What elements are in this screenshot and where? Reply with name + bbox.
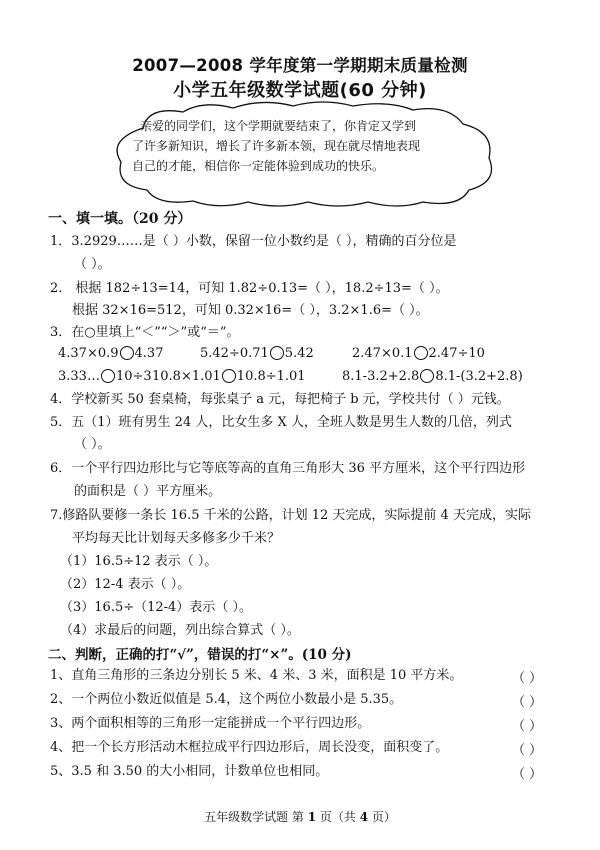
- q3-expr: 5.42÷0.71: [200, 346, 269, 361]
- q2-line-b: 根据 32×16=512，可知 0.32×16=（ ），3.2×1.6=（ ）。: [72, 303, 429, 318]
- q3-expr: 8.1-(3.2+2.8): [435, 369, 523, 384]
- q3-expr: 10.8÷1.01: [236, 369, 306, 384]
- footer-page-number: 1: [307, 810, 317, 824]
- footer-middle: 页（共: [316, 810, 360, 824]
- footer-total-pages: 4: [359, 810, 369, 824]
- judge-item-3: 3、两个面积相等的三角形一定能拼成一个平行四边形。: [50, 716, 371, 731]
- answer-paren-5[interactable]: （ ）: [512, 767, 543, 782]
- q3-expr: 10.8×1.01: [152, 369, 221, 384]
- compare-circle[interactable]: [270, 346, 284, 360]
- judge-item-1: 1、直角三角形的三条边分别长 5 米、4 米、3 米，面积是 10 平方米。: [50, 668, 463, 683]
- compare-circle[interactable]: [414, 346, 428, 360]
- q7-line-a: 7.修路队要修一条长 16.5 千米的公路，计划 12 天完成，实际提前 4 天完成，实际: [50, 508, 531, 523]
- page-footer: [0, 808, 600, 825]
- q5-line-b: （ ）。: [74, 437, 111, 452]
- q7-sub-2: （2）12-4 表示（ ）。: [60, 577, 191, 592]
- intro-line-2: 了许多新知识，增长了许多新本领，现在就尽情地表现: [132, 139, 421, 153]
- q7-sub-3: （3）16.5÷（12-4）表示（ ）。: [60, 600, 252, 615]
- intro-line-3: 自己的才能，相信你一定能体验到成功的快乐。: [132, 159, 385, 173]
- intro-line-1: 亲爱的同学们，这个学期就要结束了，你肯定又学到: [140, 119, 417, 133]
- q7-sub-4: （4）求最后的问题，列出综合算式（ ）。: [60, 623, 300, 638]
- exam-title-line2: 小学五年级数学试题(60 分钟): [173, 80, 427, 101]
- q4-line: 4．学校新买 50 套桌椅，每张桌子 a 元，每把椅子 b 元，学校共付（ ）元钱。: [50, 392, 510, 407]
- q3-compare-3: [352, 345, 485, 363]
- answer-paren-2[interactable]: （ ）: [512, 695, 543, 710]
- exam-title-line1: 2007—2008 学年度第一学期期末质量检测: [132, 56, 468, 75]
- compare-circle[interactable]: [120, 346, 134, 360]
- answer-paren-3[interactable]: （ ）: [512, 719, 543, 734]
- judge-item-5: 5、3.5 和 3.50 的大小相同，计数单位也相同。: [50, 764, 329, 779]
- q3-expr: 2.47×0.1: [352, 346, 413, 361]
- judge-item-4: 4、把一个长方形活动木框拉成平行四边形后，周长没变，面积变了。: [50, 740, 449, 755]
- q1-line-a: 1．3.2929……是（ ）小数，保留一位小数约是（ ），精确的百分位是: [50, 234, 457, 249]
- section2-title: 二、判断，正确的打“√”，错误的打“×”。(10 分): [48, 647, 352, 663]
- q3-expr: 2.47÷10: [428, 346, 485, 361]
- q3-expr: 4.37×0.9: [58, 346, 119, 361]
- footer-prefix: 五年级数学试题 第: [204, 810, 308, 824]
- q3-compare-4: [58, 368, 152, 386]
- q3-expr: 10÷3: [115, 369, 152, 384]
- q3-compare-5: [152, 368, 306, 386]
- judge-item-2: 2、一个两位小数近似值是 5.4，这个两位小数最小是 5.35。: [50, 692, 403, 707]
- q3-compare-6: [342, 368, 523, 386]
- q7-sub-1: （1）16.5÷12 表示（ ）。: [60, 554, 218, 569]
- q3-expr: 4.37: [134, 346, 164, 361]
- answer-paren-4[interactable]: （ ）: [512, 743, 543, 758]
- q5-line-a: 5．五（1）班有男生 24 人，比女生多 X 人，全班人数是男生人数的几倍，列式: [50, 415, 512, 430]
- q7-line-b: 平均每天比计划每天多修多少千米？: [72, 531, 281, 546]
- section1-title: 一、填一填。（20 分）: [48, 211, 192, 227]
- compare-circle[interactable]: [222, 369, 236, 383]
- q1-line-b: （ ）。: [74, 257, 111, 272]
- q3-title: 3．在○里填上“＜”“＞”或“＝”。: [50, 325, 240, 340]
- footer-suffix: 页）: [368, 810, 396, 824]
- q3-expr: 5.42: [284, 346, 314, 361]
- q3-compare-2: [200, 345, 314, 363]
- q3-compare-1: [58, 345, 163, 363]
- q2-line-a: 2． 根据 182÷13=14，可知 1.82÷0.13=（ ），18.2÷13=（ ）。: [50, 281, 449, 296]
- answer-paren-1[interactable]: （ ）: [512, 671, 543, 686]
- q6-line-a: 6．一个平行四边形比与它等底等高的直角三角形大 36 平方厘米，这个平行四边形: [50, 461, 526, 476]
- compare-circle[interactable]: [101, 369, 115, 383]
- q3-expr: 3.33…: [58, 369, 100, 384]
- compare-circle[interactable]: [420, 369, 434, 383]
- q3-expr: 8.1-3.2+2.8: [342, 369, 420, 384]
- q6-line-b: 的面积是（ ）平方厘米。: [74, 484, 222, 499]
